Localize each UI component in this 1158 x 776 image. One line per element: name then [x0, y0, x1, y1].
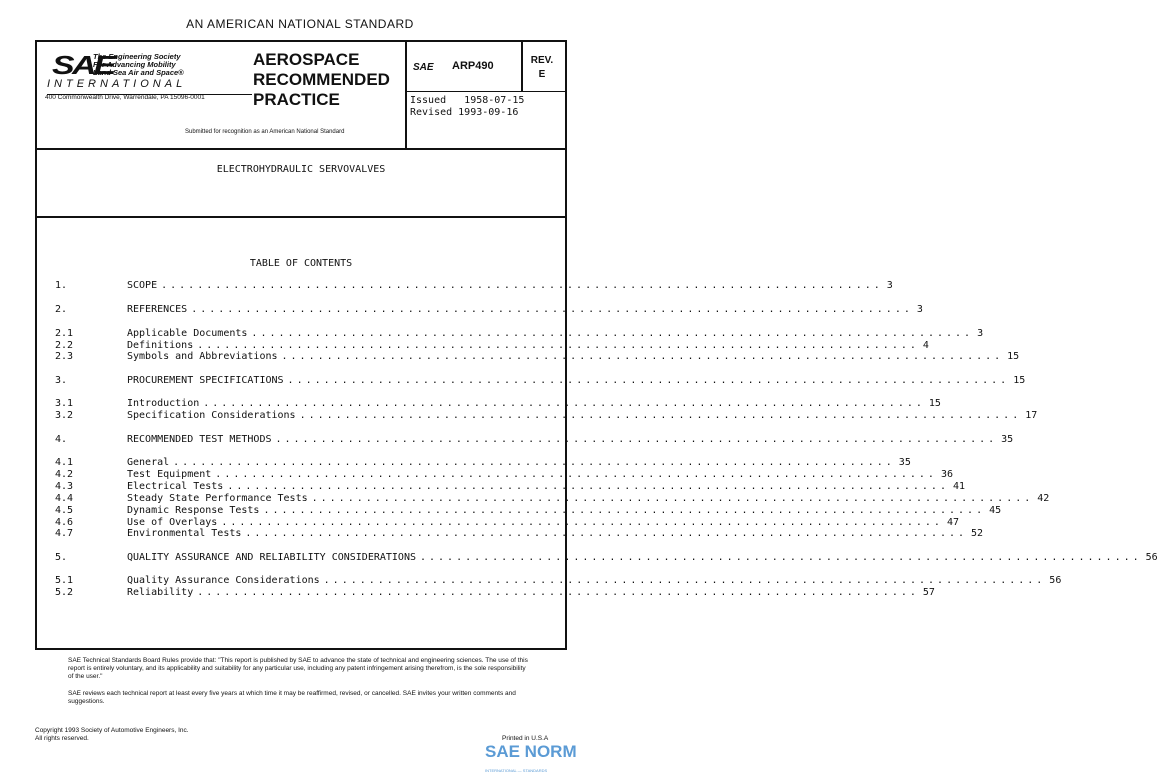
copyright [35, 727, 189, 743]
toc-entry-title: SCOPE [127, 280, 158, 291]
toc-entry-title: General [127, 457, 170, 468]
dot-leader: ................................................................................ [227, 481, 949, 492]
toc-number: 5.2 [55, 587, 74, 598]
toc-number: 3. [55, 375, 68, 386]
toc-page-number: 3 [916, 304, 923, 315]
tagline-line: For Advancing Mobility [93, 60, 176, 69]
toc-entry-title: Introduction [127, 398, 200, 409]
toc-number: 4.2 [55, 469, 74, 480]
dot-leader: ................................................................................ [419, 552, 1142, 563]
toc-number: 3.2 [55, 410, 74, 421]
dot-leader: ................................................................................ [263, 505, 986, 516]
document-title: ELECTROHYDRAULIC SERVOVALVES [216, 164, 386, 175]
submitted-note: Submitted for recognition as an American National Standard [185, 129, 345, 135]
printed-in: Printed in U.S.A [502, 735, 549, 742]
toc-page-number: 57 [922, 587, 935, 598]
toc-number: 5.1 [55, 575, 74, 586]
doc-type [253, 50, 390, 110]
toc-entry[interactable] [55, 398, 941, 410]
toc-entry-title: Test Equipment [127, 469, 212, 480]
review-note: SAE reviews each technical report at least every five years at which time it may be reaffirmed, revised, or cancelled. SAE invites your written comments and suggestions. [68, 690, 516, 705]
toc-entry[interactable] [55, 375, 1026, 387]
revision [522, 54, 562, 82]
toc-number: 4.3 [55, 481, 74, 492]
toc-entry-title: Electrical Tests [127, 481, 224, 492]
board-rules-note: SAE Technical Standards Board Rules provide that: "This report is published by SAE to advance the state of technical and engineering sciences. The use of this report is entirely voluntary, and its applicability and suitability for any particular use, including any patent infringement arising therefrom, is the sole responsibility of the user." [68, 657, 528, 680]
tagline-line: Land Sea Air and Space® [93, 68, 184, 77]
dot-leader: ................................................................................ [173, 457, 895, 468]
toc-page-number: 35 [898, 457, 911, 468]
toc-entry[interactable] [55, 552, 1158, 564]
dot-leader: ................................................................................ [311, 493, 1034, 504]
toc-page-number: 42 [1037, 493, 1050, 504]
dot-leader: ................................................................................ [323, 575, 1046, 586]
watermark-logo: SAE NORM [485, 742, 577, 761]
doc-type-line: PRACTICE [253, 90, 340, 109]
toc-number: 4.6 [55, 517, 74, 528]
dot-leader: ................................................................................ [203, 398, 925, 409]
toc-page-number: 3 [886, 280, 893, 291]
toc-page-number: 17 [1025, 410, 1038, 421]
dot-leader: ................................................................................ [197, 340, 919, 351]
toc-entry-title: Symbols and Abbreviations [127, 351, 278, 362]
toc-number: 4.5 [55, 505, 74, 516]
sae-small-logo: SAE [413, 62, 434, 73]
toc-page-number: 41 [952, 481, 966, 492]
doc-type-line: RECOMMENDED [253, 70, 390, 89]
tagline-line: The Engineering Society [93, 52, 181, 61]
toc-entry-title: Applicable Documents [127, 328, 248, 339]
toc-entry-title: RECOMMENDED TEST METHODS [127, 434, 272, 445]
toc-page-number: 45 [989, 505, 1002, 516]
toc-page-number: 56 [1145, 552, 1158, 563]
toc-entry[interactable] [55, 505, 1002, 517]
toc-entry[interactable] [55, 328, 984, 340]
dot-leader: ................................................................................ [215, 469, 937, 480]
toc-entry[interactable] [55, 410, 1038, 422]
toc-entry-title: Dynamic Response Tests [127, 505, 260, 516]
divider [405, 42, 407, 148]
dot-leader: ................................................................................ [221, 517, 943, 528]
standard-banner: AN AMERICAN NATIONAL STANDARD [186, 17, 414, 31]
rev-label: REV. [530, 55, 554, 66]
toc-entry-title: Specification Considerations [127, 410, 296, 421]
dot-leader: ................................................................................ [161, 280, 883, 291]
toc-page-number: 36 [940, 469, 953, 480]
toc-entry[interactable] [55, 457, 911, 469]
org-address: 400 Commonwealth Drive, Warrendale, PA 15096-0001 [45, 94, 205, 101]
toc-page-number: 4 [922, 340, 929, 351]
toc-page-number: 47 [946, 517, 959, 528]
doc-type-line: AEROSPACE [253, 50, 360, 69]
toc-entry[interactable] [55, 469, 953, 481]
toc-page-number: 52 [971, 528, 984, 539]
toc-entry[interactable] [55, 587, 935, 599]
toc-entry-title: QUALITY ASSURANCE AND RELIABILITY CONSIDERATIONS [127, 552, 416, 563]
rev-value: E [538, 69, 546, 80]
toc-entry[interactable] [55, 434, 1014, 446]
toc-entry[interactable] [55, 351, 1020, 363]
toc-entry[interactable] [55, 481, 966, 493]
toc-entry[interactable] [55, 528, 984, 540]
toc-page-number: 35 [1001, 434, 1014, 445]
dot-leader: ................................................................................ [299, 410, 1022, 421]
dot-leader: ................................................................................ [275, 434, 998, 445]
copyright-line: Copyright 1993 Society of Automotive Engineers, Inc. [35, 727, 189, 734]
toc-page-number: 15 [1007, 351, 1020, 362]
rights-line: All rights reserved. [35, 735, 89, 742]
toc-page-number: 15 [1013, 375, 1026, 386]
toc-page-number: 15 [928, 398, 941, 409]
toc-entry-title: Reliability [127, 587, 194, 598]
toc-number: 2.1 [55, 328, 74, 339]
toc-number: 2.2 [55, 340, 74, 351]
toc-number: 4.4 [55, 493, 74, 504]
dot-leader: ................................................................................ [245, 528, 968, 539]
dot-leader: ................................................................................ [251, 328, 974, 339]
divider [405, 91, 565, 92]
toc-number: 3.1 [55, 398, 74, 409]
toc-entry[interactable] [55, 493, 1050, 505]
toc-entry-title: PROCUREMENT SPECIFICATIONS [127, 375, 284, 386]
divider [37, 216, 565, 218]
divider [37, 148, 565, 150]
toc-number: 5. [55, 552, 68, 563]
toc-entry-title: Environmental Tests [127, 528, 242, 539]
toc-title: TABLE OF CONTENTS [249, 258, 353, 269]
toc-entry-title: REFERENCES [127, 304, 188, 315]
toc-number: 4.1 [55, 457, 74, 468]
dot-leader: ................................................................................ [287, 375, 1010, 386]
org-tagline [93, 53, 184, 77]
revised-date: Revised 1993-09-16 [410, 107, 519, 118]
dot-leader: ................................................................................ [197, 587, 919, 598]
dot-leader: ................................................................................ [281, 351, 1004, 362]
sae-logo: SAE [52, 50, 114, 80]
toc-number: 2.3 [55, 351, 74, 362]
watermark-sub: INTERNATIONAL — STANDARDS [485, 768, 548, 773]
toc-entry-title: Quality Assurance Considerations [127, 575, 320, 586]
toc-entry-title: Definitions [127, 340, 194, 351]
issued-date: Issued 1958-07-15 [410, 95, 525, 106]
dot-leader: ................................................................................ [191, 304, 913, 315]
toc-page-number: 56 [1049, 575, 1062, 586]
toc-entry-title: Steady State Performance Tests [127, 493, 308, 504]
toc-page-number: 3 [977, 328, 984, 339]
doc-number: ARP490 [452, 60, 494, 72]
toc-entry[interactable] [55, 304, 923, 316]
toc-number: 4. [55, 434, 68, 445]
dates [410, 95, 524, 119]
toc-entry-title: Use of Overlays [127, 517, 218, 528]
toc-number: 2. [55, 304, 68, 315]
toc-entry[interactable] [55, 280, 893, 292]
org-international: INTERNATIONAL [47, 78, 187, 90]
toc-entry[interactable] [55, 575, 1062, 587]
toc-number: 1. [55, 280, 68, 291]
toc-number: 4.7 [55, 528, 74, 539]
